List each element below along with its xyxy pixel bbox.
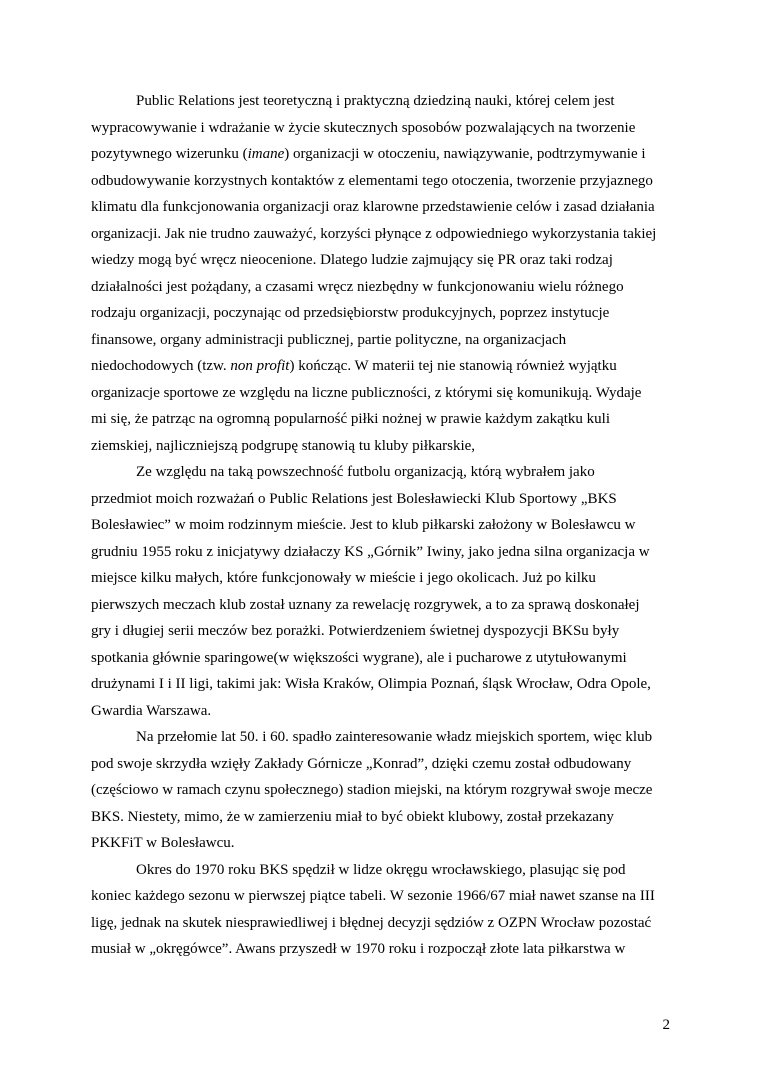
text-line: [91, 141, 646, 167]
text-line: [91, 168, 653, 194]
text-run: pod swoje skrzydła wzięły Zakłady Górnicze „Konrad”, dzięki czemu został odbudowany: [91, 756, 632, 772]
text-run: ) kończąc. W materii tej nie stanowią również wyjątku: [289, 358, 617, 374]
text-run: wypracowywanie i wdrażanie w życie skutecznych sposobów pozwalających na tworzenie: [91, 120, 636, 136]
text-line: [91, 327, 566, 353]
text-line: [91, 194, 655, 220]
text-run: niedochodowych (tzw.: [91, 358, 231, 374]
text-line: [91, 433, 475, 459]
text-run: ) organizacji w otoczeniu, nawiązywanie, podtrzymywanie i: [284, 146, 646, 162]
text-line: [136, 459, 595, 485]
text-run: wiedzy mogą być wręcz nieocenione. Dlatego ludzie zajmujący się PR oraz taki rodzaj: [91, 252, 613, 268]
text-line: [91, 274, 624, 300]
text-line: [91, 671, 651, 697]
text-run: Bolesławiec” w moim rodzinnym mieście. Jest to klub piłkarski założony w Bolesławcu w: [91, 517, 636, 533]
text-line: [91, 406, 610, 432]
text-line: [91, 698, 211, 724]
text-line: [91, 539, 650, 565]
text-run: działalności jest pożądany, a czasami wręcz niezbędny w funkcjonowaniu wielu różnego: [91, 279, 624, 295]
text-run: odbudowywanie korzystnych kontaktów z elementami tego otoczenia, tworzenie przyjaznego: [91, 173, 653, 189]
text-line: [91, 512, 635, 538]
text-run: pierwszych meczach klub został uznany za rewelację rozgrywek, a to za sprawą doskonałej: [91, 597, 640, 613]
text-run: przedmiot moich rozważań o Public Relations jest Bolesławiecki Klub Sportowy „BKS: [91, 491, 617, 507]
text-run: Public Relations jest teoretyczną i praktyczną dziedziną nauki, której celem jest: [136, 93, 615, 109]
text-line: [91, 221, 656, 247]
text-run: (częściowo w ramach czynu społecznego) stadion miejski, na którym rozgrywał swoje mecze: [91, 782, 653, 798]
text-run: miejsce kilku małych, które funkcjonowały w mieście i jego okolicach. Już po kilku: [91, 570, 596, 586]
text-run: Okres do 1970 roku BKS spędził w lidze okręgu wrocławskiego, plasując się pod: [136, 862, 626, 878]
text-run: klimatu dla funkcjonowania organizacji oraz klarowne przedstawienie celów i zasad działania: [91, 199, 655, 215]
text-run: musiał w „okręgówce”. Awans przyszedł w 1970 roku i rozpoczął złote lata piłkarstwa w: [91, 941, 626, 957]
text-line: [136, 857, 626, 883]
text-run: Na przełomie lat 50. i 60. spadło zainteresowanie władz miejskich sportem, więc klub: [136, 729, 653, 745]
text-run: PKKFiT w Bolesławcu.: [91, 835, 235, 851]
text-line: [91, 565, 596, 591]
text-line: [91, 592, 640, 618]
text-run: rodzaju organizacji, poczynając od przedsiębiorstw produkcyjnych, poprzez instytucje: [91, 305, 610, 321]
text-line: [136, 88, 615, 114]
text-line: [91, 910, 651, 936]
text-line: [91, 380, 641, 406]
text-run: Gwardia Warszawa.: [91, 703, 212, 719]
text-run: ziemskiej, najliczniejszą podgrupę stanowią tu kluby piłkarskie,: [91, 438, 476, 454]
italic-term: non profit: [230, 358, 290, 374]
text-run: mi się, że patrząc na ogromną popularność piłki nożnej w prawie każdym zakątku kuli: [91, 411, 610, 427]
text-line: [91, 883, 655, 909]
italic-term: imane: [247, 146, 285, 162]
text-line: [136, 724, 652, 750]
text-line: [91, 936, 625, 962]
text-line: [91, 804, 614, 830]
text-run: pozytywnego wizerunku (: [91, 146, 248, 162]
text-run: grudniu 1955 roku z inicjatywy działaczy KS „Górnik” Iwiny, jako jedna silna organizacja w: [91, 544, 650, 560]
text-line: [91, 751, 631, 777]
text-line: [91, 830, 234, 856]
text-line: [91, 300, 609, 326]
text-run: organizacji. Jak nie trudno zauważyć, korzyści płynące z odpowiedniego wykorzystania takiej: [91, 226, 657, 242]
text-run: spotkania głównie sparingowe(w większości wygrane), ale i pucharowe z utytułowanymi: [91, 650, 627, 666]
text-run: gry i długiej serii meczów bez porażki. Potwierdzeniem świetnej dyspozycji BKSu były: [91, 623, 620, 639]
text-line: [91, 115, 635, 141]
text-line: [91, 777, 652, 803]
text-run: Ze względu na taką powszechność futbolu organizacją, którą wybrałem jako: [136, 464, 595, 480]
text-run: koniec każdego sezonu w pierwszej piątce tabeli. W sezonie 1966/67 miał nawet szanse na III: [91, 888, 655, 904]
text-run: drużynami I i II ligi, takimi jak: Wisła Kraków, Olimpia Poznań, śląsk Wrocław, Odra Opole,: [91, 676, 651, 692]
text-run: ligę, jednak na skutek niesprawiedliwej i błędnej decyzji sędziów z OZPN Wrocław pozostać: [91, 915, 652, 931]
text-line: [91, 645, 627, 671]
text-line: [91, 486, 617, 512]
page-number: 2: [662, 1017, 670, 1033]
text-line: [91, 353, 617, 379]
text-run: finansowe, organy administracji publicznej, partie polityczne, na organizacjach: [91, 332, 567, 348]
text-run: organizacje sportowe ze względu na liczne publiczności, z którymi się komunikują. Wydaje: [91, 385, 642, 401]
text-run: BKS. Niestety, mimo, że w zamierzeniu miał to być obiekt klubowy, został przekazany: [91, 809, 614, 825]
text-line: [91, 247, 613, 273]
text-line: [91, 618, 619, 644]
